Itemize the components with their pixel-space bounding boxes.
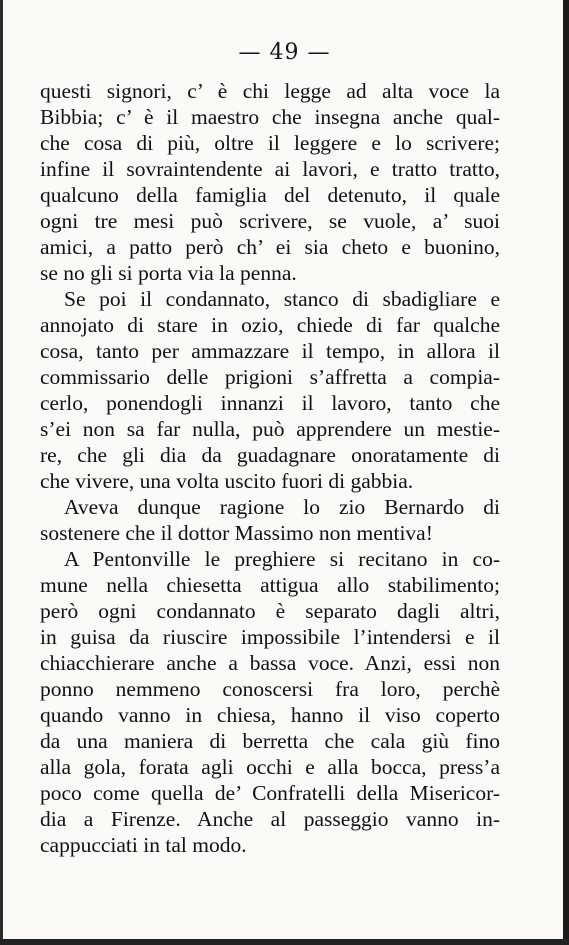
text-line: A Pentonville le preghiere si recitano in co- [64,547,500,571]
page-left-edge [0,0,3,945]
text-line: che cosa di più, oltre il leggere e lo scrivere; [40,131,500,155]
text-line: che vivere, una volta uscito fuori di gabbia. [40,469,414,493]
text-line: infine il sovraintendente ai lavori, e tratto tratto, [40,157,500,181]
text-line: Se poi il condannato, stanco di sbadigliare e [64,287,500,311]
text-line: alla gola, forata agli occhi e alla bocca, press’a [40,755,500,779]
text-line: s’ei non sa far nulla, può apprendere un mestie- [40,417,500,441]
text-line: annojato di stare in ozio, chiede di far qualche [40,313,500,337]
text-line: però ogni condannato è separato dagli altri, [40,599,500,623]
text-line: se no gli si porta via la penna. [40,261,297,285]
text-line: Bibbia; c’ è il maestro che insegna anche qual- [40,105,500,129]
text-line: cappucciati in tal modo. [40,833,247,857]
text-line: da una maniera di berretta che cala giù fino [40,729,500,753]
text-line: ogni tre mesi può scrivere, se vuole, a’ suoi [40,209,500,233]
text-line: mune nella chiesetta attigua allo stabilimento; [40,573,500,597]
text-line: quando vanno in chiesa, hanno il viso coperto [40,703,500,727]
text-line: cosa, tanto per ammazzare il tempo, in allora il [40,339,500,363]
text-line: sostenere che il dottor Massimo non mentiva! [40,521,433,545]
page-bottom-edge [0,939,569,945]
page-number: — 49 — [238,40,331,65]
text-line: re, che gli dia da guadagnare onoratamente di [40,443,500,467]
text-line: cerlo, ponendogli innanzi il lavoro, tanto che [40,391,500,415]
page-right-edge [563,0,569,945]
text-line: poco come quella de’ Confratelli della Misericor- [40,781,500,805]
text-line: amici, a patto però ch’ ei sia cheto e buonino, [40,235,500,259]
text-line: in guisa da riuscire impossibile l’intendersi e il [40,625,500,649]
text-line: ponno nemmeno conoscersi fra loro, perchè [40,677,500,701]
text-line: questi signori, c’ è chi legge ad alta voce la [40,79,500,103]
body-text [40,78,500,858]
text-line: dia a Firenze. Anche al passeggio vanno in- [40,807,500,831]
text-line: qualcuno della famiglia del detenuto, il quale [40,183,500,207]
text-line: Aveva dunque ragione lo zio Bernardo di [64,495,500,519]
text-line: chiacchierare anche a bassa voce. Anzi, essi non [40,651,500,675]
text-line: commissario delle prigioni s’affretta a compia- [40,365,500,389]
